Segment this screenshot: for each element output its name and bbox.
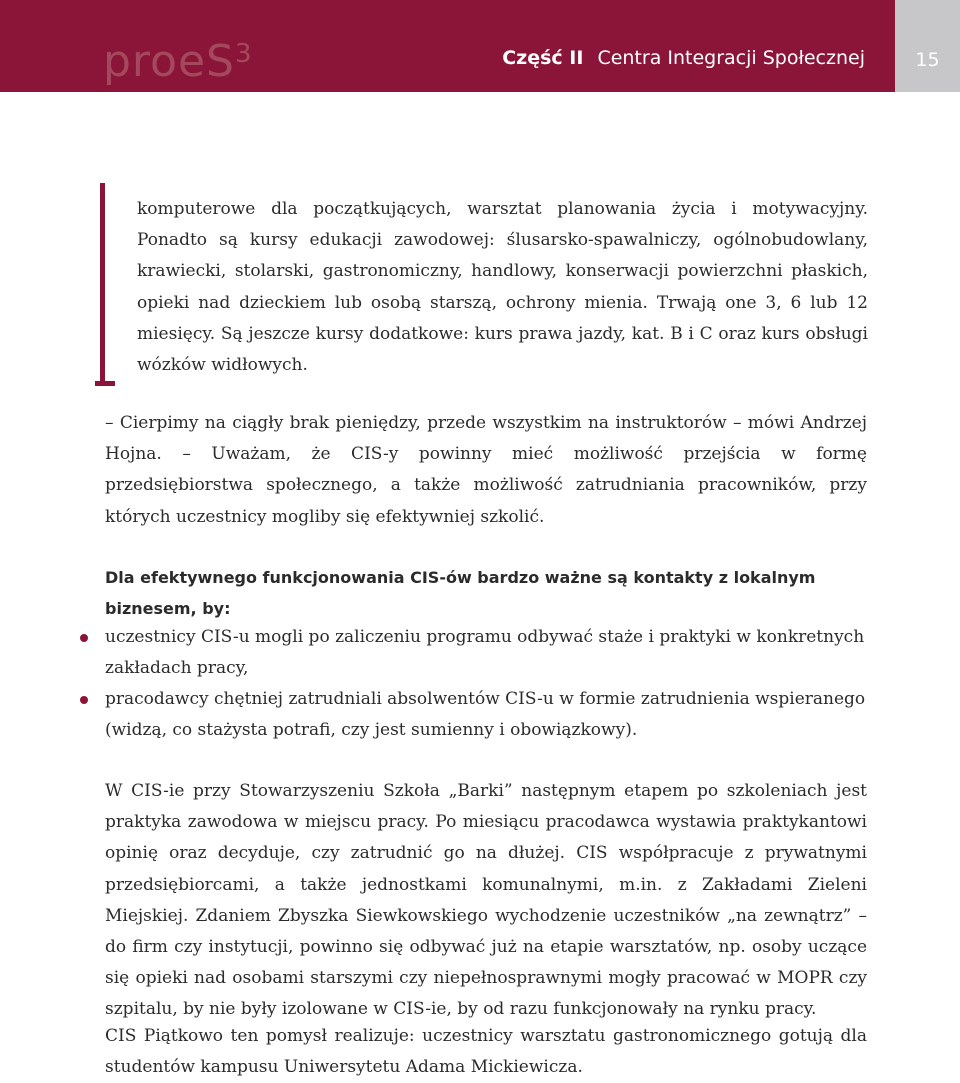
paragraph-hojna: – Cierpimy na ciągły brak pieniędzy, przede wszystkim na instruktorów – mówi Andrzej Hojna. – Uważam, że CIS-y powinny mieć możliwość przejścia w formę przedsiębiorstwa społecznego, a także możliwość zatrudniania pracowników, przy których uczestnicy mogliby się efektywniej szkolić. (105, 413, 867, 527)
paragraph-piatkowo: CIS Piątkowo ten pomysł realizuje: uczestnicy warsztatu gastronomicznego gotują dla studentów kampusu Uniwersytetu Adama Mickiewicza. (105, 1026, 867, 1078)
quote-bracket-foot (95, 381, 115, 386)
section-header (502, 47, 865, 69)
quote-bracket-vertical (100, 183, 105, 386)
quote-bracket-decoration (95, 183, 115, 386)
page-header (0, 0, 895, 92)
list-item (105, 622, 870, 684)
bullet-icon (80, 634, 88, 642)
section-title: Centra Integracji Społecznej (597, 47, 865, 69)
logo-text: proeS (103, 36, 235, 87)
paragraph-barki: W CIS-ie przy Stowarzyszeniu Szkoła „Barki” następnym etapem po szkoleniach jest praktyka zawodowa w miejscu pracy. Po miesiącu pracodawca wystawia praktykantowi opinię oraz decyduje, czy zatrudnić go na dłużej. CIS współpracuje z prywatnymi przedsiębiorcami, a także jednostkami komunalnymi, m.in. z Zakładami Zieleni Miejskiej. Zdaniem Zbyszka Siewkowskiego wychodzenie uczestników „na zewnątrz” – do firm czy instytucji, powinno się odbywać już na etapie warsztatów, np. osoby uczące się opieki nad osobami starszymi czy niepełnosprawnymi mogły pracować w MOPR czy szpitalu, by nie były izolowane w CIS-ie, by od razu funkcjonowały na rynku pracy. (105, 781, 867, 1020)
list-item-text: pracodawcy chętniej zatrudniali absolwentów CIS-u w formie zatrudnienia wspieranego (widzą, co stażysta potrafi, czy jest sumienny i obowiązkowy). (105, 689, 866, 740)
quote-text: komputerowe dla początkujących, warsztat planowania życia i motywacyjny. Ponadto są kursy edukacji zawodowej: ślusarsko-spawalniczy, ogólnobudowlany, krawiecki, stolarski, gastronomiczny, handlowy, konserwacji powierzchni płaskich, opieki nad dzieckiem lub osobą starszą, ochrony mienia. Trwają one 3, 6 lub 12 miesięcy. Są jeszcze kursy dodatkowe: kurs prawa jazdy, kat. B i C oraz kurs obsługi wózków widłowych. (137, 199, 868, 376)
list-item-text: uczestnicy CIS-u mogli po zaliczeniu programu odbywać staże i praktyki w konkretnych zakładach pracy, (105, 627, 865, 678)
list-item (105, 684, 870, 746)
logo-superscript: 3 (234, 39, 253, 69)
bullet-list (105, 622, 870, 746)
page-number: 15 (915, 49, 940, 71)
page-number-box (895, 0, 960, 92)
proes3-logo (103, 26, 253, 90)
part-label: Część II (502, 47, 584, 69)
bullet-icon (80, 696, 88, 704)
bold-heading: Dla efektywnego funkcjonowania CIS-ów bardzo ważne są kontakty z lokalnym biznesem, by: (105, 568, 816, 618)
